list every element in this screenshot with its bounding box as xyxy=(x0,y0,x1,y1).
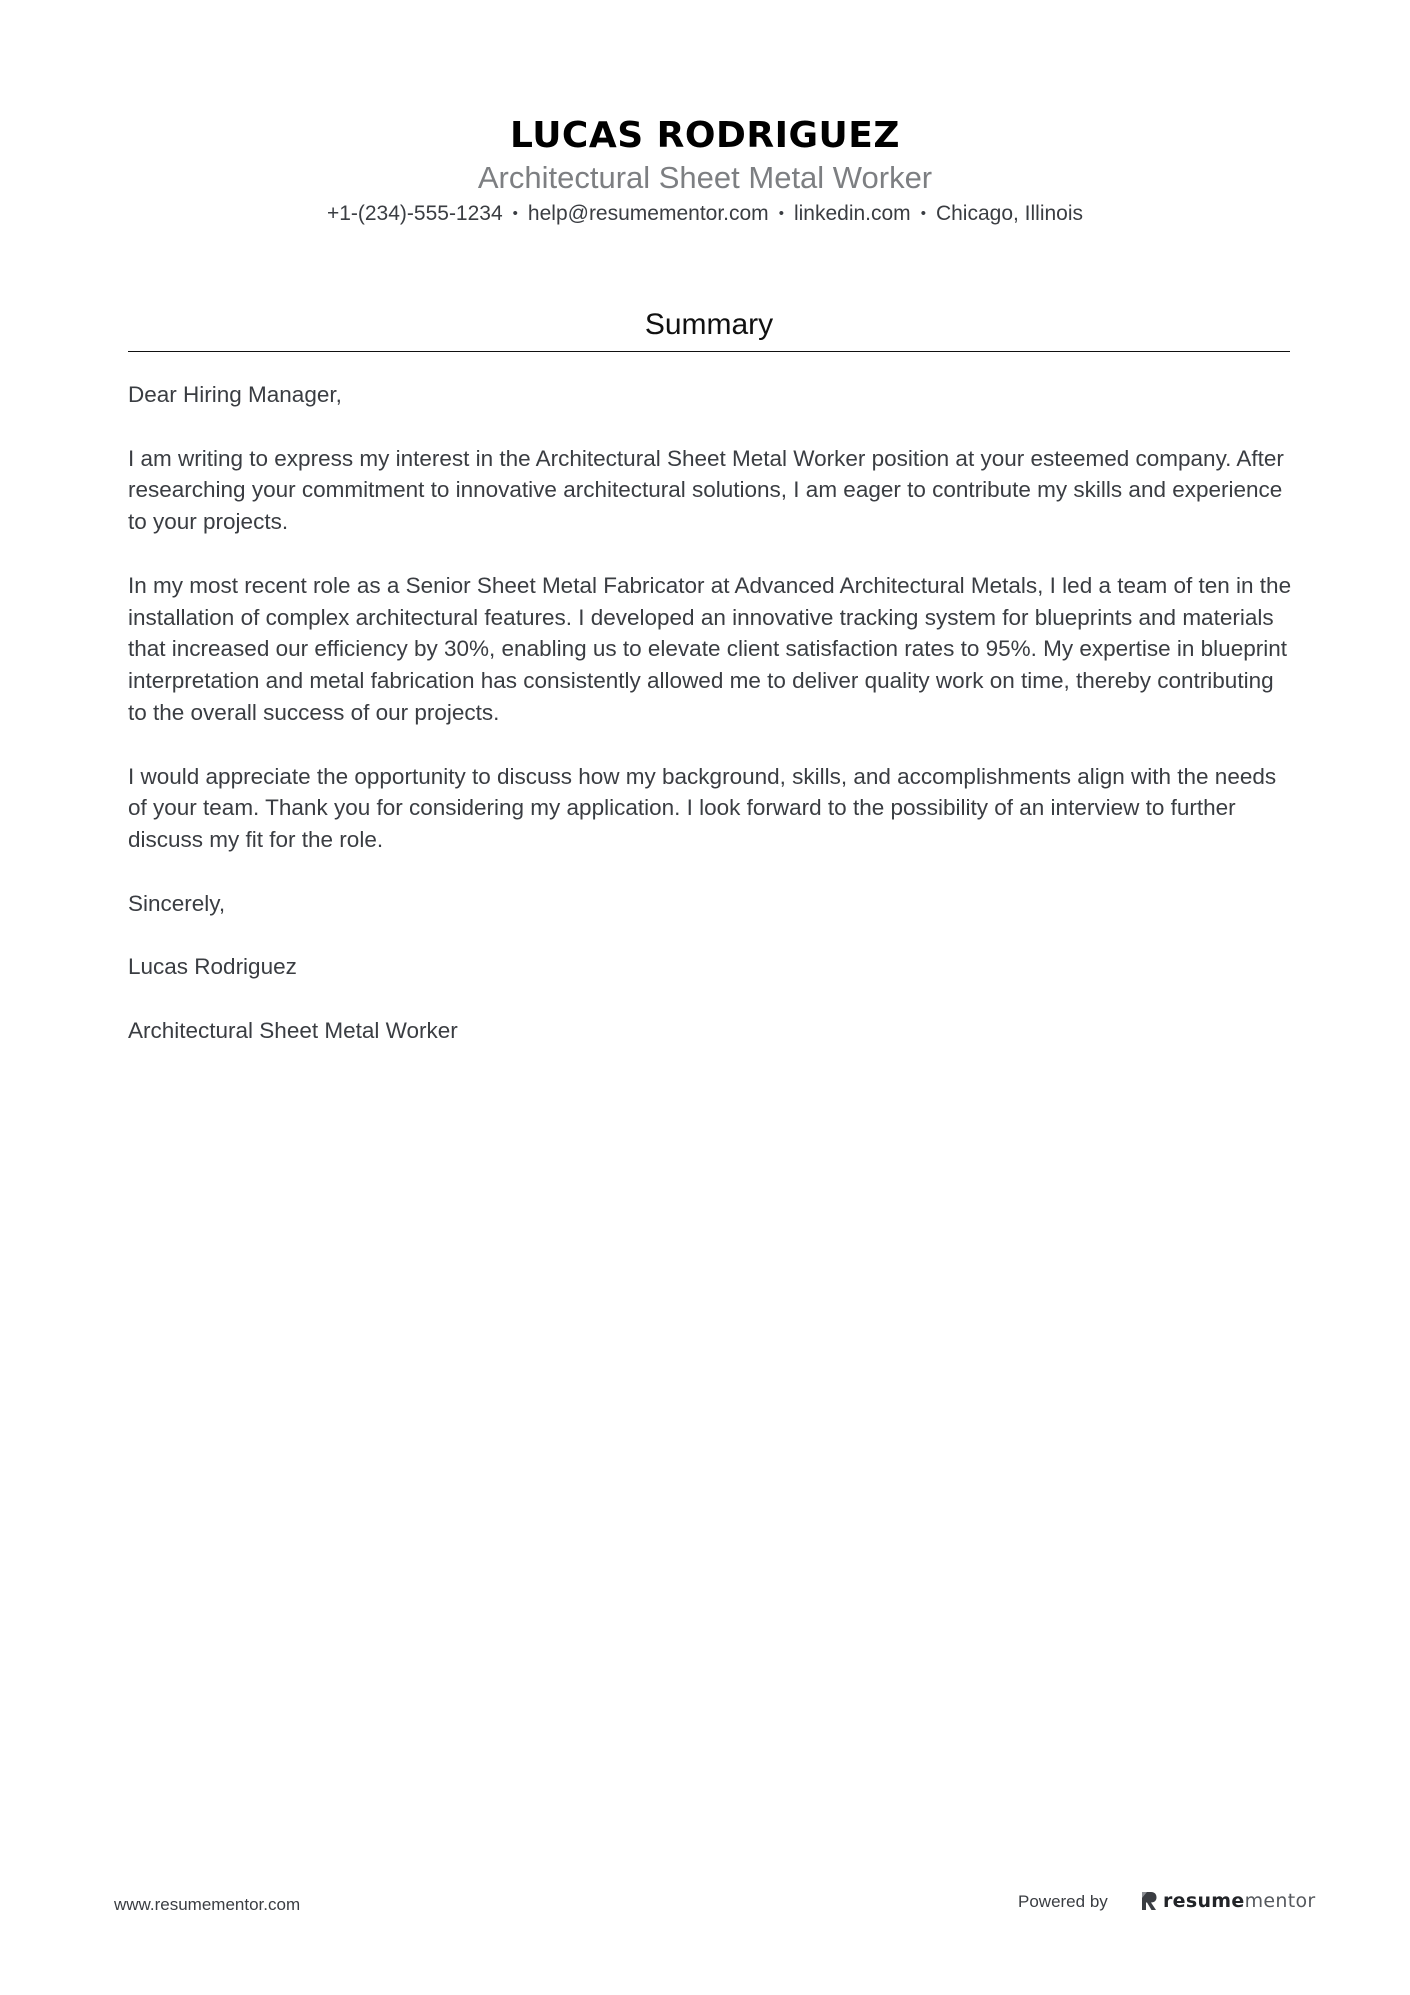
signature-title: Architectural Sheet Metal Worker xyxy=(128,1017,458,1043)
brand-logo[interactable] xyxy=(1140,1886,1316,1916)
signature-name: Lucas Rodriguez xyxy=(128,954,297,980)
letter-body xyxy=(128,379,1293,1079)
resumementor-logo-icon xyxy=(1140,1890,1158,1912)
separator-dot: • xyxy=(920,205,926,222)
phone-number: +1-(234)-555-1234 xyxy=(326,202,503,225)
brand-wordmark-bold: resume xyxy=(1163,1890,1245,1912)
location: Chicago, Illinois xyxy=(935,202,1084,225)
letter-greeting: Dear Hiring Manager, xyxy=(128,382,342,407)
letter-paragraph: I would appreciate the opportunity to discuss how my background, skills, and accomplishments align with the needs of your team. Thank you for considering my application. I look forward to the possibility of an interview to further discuss my fit for the role. xyxy=(128,763,1277,853)
section-title-summary: Summary xyxy=(644,308,774,341)
section-divider xyxy=(128,351,1290,352)
letter-paragraph: In my most recent role as a Senior Sheet Metal Fabricator at Advanced Architectural Metals, I led a team of ten in the installation of complex architectural features. I developed an innovative tracking system for blueprints and materials that increased our efficiency by 30%, enabling us to elevate client satisfaction rates to 95%. My expertise in blueprint interpretation and metal fabrication has consistently allowed me to deliver quality work on time, thereby contributing to the overall success of our projects. xyxy=(128,572,1292,725)
linkedin-link[interactable]: linkedin.com xyxy=(793,202,911,225)
letter-closing: Sincerely, xyxy=(128,890,226,916)
header xyxy=(0,112,1410,229)
email-link[interactable]: help@resumementor.com xyxy=(527,202,769,225)
contact-line xyxy=(0,199,1410,229)
job-title: Architectural Sheet Metal Worker xyxy=(477,160,933,195)
brand-wordmark xyxy=(1163,1890,1316,1912)
brand-wordmark-light: mentor xyxy=(1244,1890,1316,1912)
footer-website-link[interactable]: www.resumementor.com xyxy=(114,1895,301,1914)
candidate-name: LUCAS RODRIGUEZ xyxy=(510,115,900,156)
separator-dot: • xyxy=(778,205,784,222)
powered-by-label: Powered by xyxy=(1018,1892,1108,1911)
separator-dot: • xyxy=(512,205,518,222)
letter-paragraph: I am writing to express my interest in the Architectural Sheet Metal Worker position at your esteemed company. After researching your commitment to innovative architectural solutions, I am eager to contribute my skills and experience to your projects. xyxy=(128,445,1284,535)
